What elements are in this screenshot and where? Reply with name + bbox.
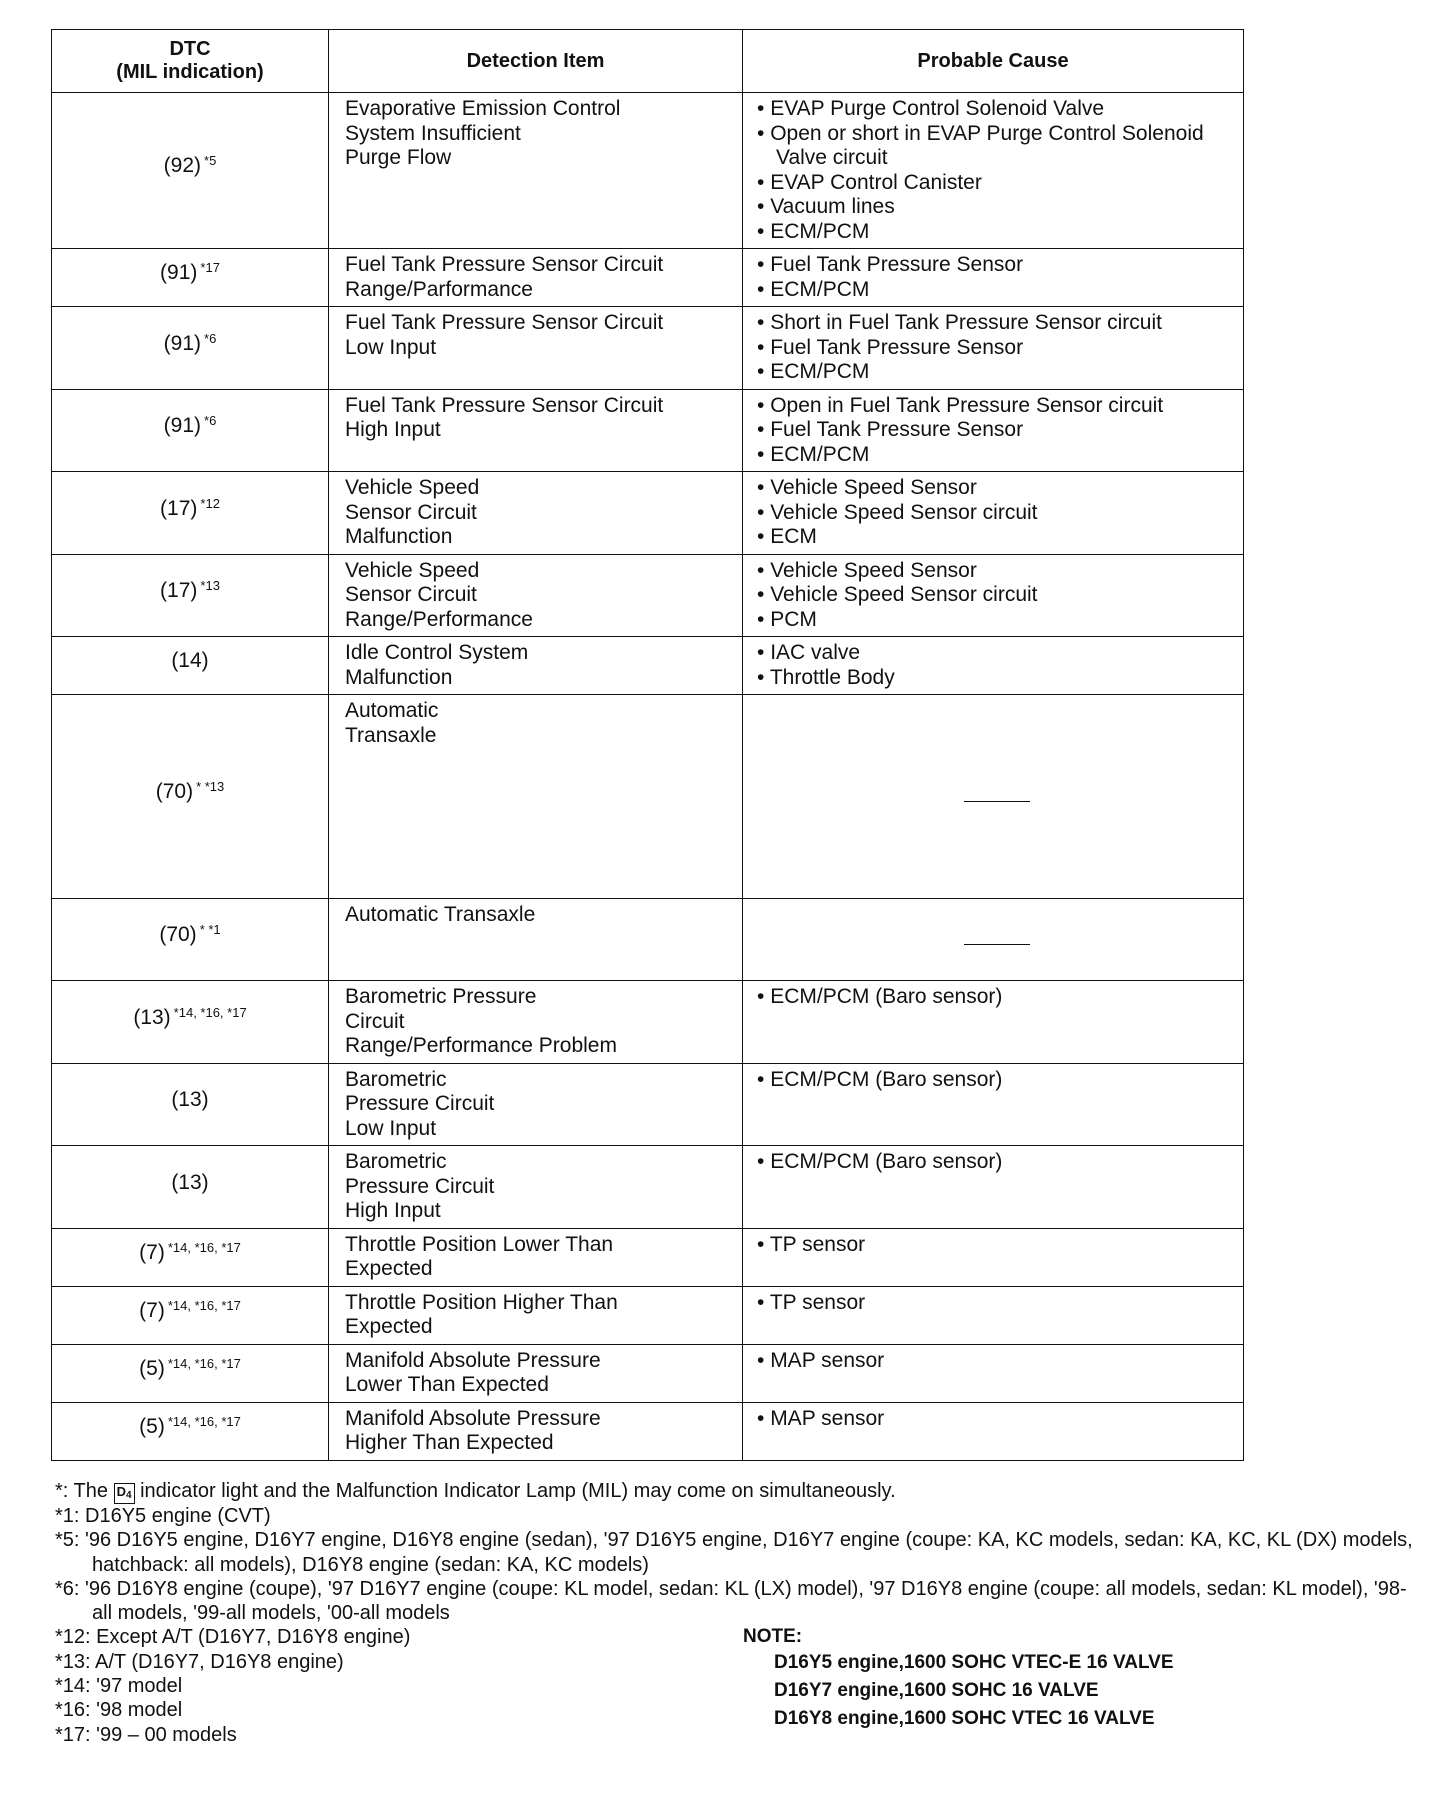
footnote-item: *12: Except A/T (D16Y7, D16Y8 engine) [55,1626,411,1649]
detection-item-text: Fuel Tank Pressure Sensor Circuit High Input [345,393,664,441]
table-row [52,472,1244,555]
detection-item-cell [329,93,743,249]
detection-item-text: Automatic Transaxle [345,699,439,747]
probable-cause-text: EVAP Control Canister [770,170,982,194]
dtc-code: (5) [139,1356,165,1380]
probable-cause-item [757,583,1237,608]
dtc-cell [52,389,329,472]
probable-cause-text: ECM/PCM (Baro sensor) [770,1067,1003,1091]
probable-cause-text: MAP sensor [770,1406,885,1430]
table-row [52,554,1244,637]
dtc-code: (91) [163,331,202,355]
empty-cause-dash [964,801,1030,802]
table-body [52,93,1244,1461]
footnote-item: *14: '97 model [55,1675,183,1698]
probable-cause-item [757,476,1237,501]
probable-cause-item [757,171,1237,196]
header-dtc [52,30,329,93]
detection-item-text: Barometric Pressure Circuit Low Input [345,1067,495,1140]
bullet-icon: • [757,253,771,276]
probable-cause-item [757,336,1237,361]
dtc-footnote-ref: *14, *16, *17 [167,1355,241,1371]
header-detection-item: Detection Item [329,30,743,93]
dtc-code: (91) [160,261,198,285]
dtc-code: (70) [159,923,197,947]
detection-item-text: Fuel Tank Pressure Sensor Circuit Range/Parformance [345,253,664,301]
probable-cause-text: MAP sensor [770,1348,885,1372]
table-row [52,1286,1244,1344]
table-row [52,1063,1244,1146]
probable-cause-item [757,443,1237,468]
probable-cause-text: TP sensor [769,1232,866,1256]
probable-cause-text: Fuel Tank Pressure Sensor [770,418,1024,441]
probable-cause-item [757,1068,1237,1093]
probable-cause-cell [743,637,1244,695]
probable-cause-item [757,360,1237,385]
probable-cause-list [757,1150,1237,1175]
bullet-icon: • [757,1348,771,1372]
table-row [52,389,1244,472]
detection-item-cell [329,1228,743,1286]
probable-cause-item [757,559,1237,584]
probable-cause-cell [743,249,1244,307]
dtc-cell [52,472,329,555]
probable-cause-cell [743,981,1244,1064]
probable-cause-text: Vehicle Speed Sensor [770,476,977,499]
probable-cause-text: Vehicle Speed Sensor circuit [770,500,1038,524]
probable-cause-text: ECM/PCM (Baro sensor) [770,1150,1003,1173]
probable-cause-list [757,559,1237,633]
table-row [52,695,1244,899]
bullet-icon: • [757,1067,771,1091]
detection-item-text: Evaporative Emission Control System Insufficient Purge Flow [345,97,621,169]
bullet-icon: • [757,1290,770,1314]
note-line: D16Y7 engine,1600 SOHC 16 VALVE [774,1680,1099,1701]
detection-item-cell [329,389,743,472]
dtc-code: (17) [160,579,198,602]
dtc-code: (13) [171,1170,209,1194]
footnote-item: *1: D16Y5 engine (CVT) [55,1505,271,1527]
table-row [52,899,1244,981]
probable-cause-cell [743,1344,1244,1402]
table-row [52,1402,1244,1460]
d4-indicator-icon: $D_4$ [114,1483,135,1504]
probable-cause-item [757,525,1237,550]
bullet-icon: • [757,393,771,417]
table-row [52,93,1244,249]
dtc-cell [52,1146,329,1229]
probable-cause-cell [743,695,1244,899]
detection-item-cell [329,695,743,899]
header-probable-cause: Probable Cause [743,30,1244,93]
probable-cause-cell [743,389,1244,472]
dtc-footnote-ref: *13 [200,578,220,593]
bullet-icon: • [757,97,771,120]
dtc-code: (14) [171,649,209,673]
table-row [52,1146,1244,1229]
table-row [52,307,1244,390]
header-dtc-line2: (MIL indication) [116,61,264,83]
header-dtc-line1: DTC [169,38,211,60]
dtc-code: (5) [139,1414,165,1438]
detection-item-text: Manifold Absolute Pressure Higher Than Expected [345,1406,601,1454]
dtc-code: (92) [163,154,202,178]
table-row [52,981,1244,1064]
probable-cause-list [757,1349,1237,1374]
detection-item-text: Manifold Absolute Pressure Lower Than Expected [345,1348,601,1396]
dtc-footnote-ref: * *1 [199,922,221,938]
probable-cause-text: IAC valve [770,641,861,664]
bullet-icon: • [757,121,771,145]
dtc-footnote-ref: *5 [204,153,217,169]
probable-cause-list [757,253,1237,302]
probable-cause-text: Fuel Tank Pressure Sensor [770,335,1024,359]
dtc-cell [52,637,329,695]
probable-cause-item [757,608,1237,633]
table-row [52,249,1244,307]
empty-cause-dash [964,944,1030,945]
probable-cause-list [757,394,1237,468]
note-line: D16Y8 engine,1600 SOHC VTEC 16 VALVE [774,1708,1155,1729]
dtc-cell [52,899,329,981]
dtc-code: (70) [155,780,194,804]
probable-cause-cell [743,554,1244,637]
detection-item-text: Throttle Position Higher Than Expected [345,1290,618,1338]
dtc-cell [52,307,329,390]
probable-cause-item [757,501,1237,526]
detection-item-cell [329,1063,743,1146]
probable-cause-text: Vehicle Speed Sensor circuit [770,583,1038,606]
bullet-icon: • [757,442,771,466]
dtc-cell [52,1286,329,1344]
bullet-icon: • [757,360,771,383]
bullet-icon: • [757,985,771,1008]
footnote-item: *16: '98 model [55,1699,183,1722]
probable-cause-list [757,985,1237,1010]
detection-item-cell [329,637,743,695]
dtc-cell [52,249,329,307]
probable-cause-cell [743,899,1244,981]
dtc-cell [52,1228,329,1286]
dtc-footnote-ref: *6 [204,330,217,346]
probable-cause-text: Vehicle Speed Sensor [770,558,977,582]
probable-cause-text: Throttle Body [769,665,895,689]
dtc-footnote-ref: *14, *16, *17 [173,1004,247,1020]
probable-cause-list [757,476,1237,550]
dtc-cell [52,695,329,899]
detection-item-cell [329,249,743,307]
dtc-code: (17) [160,496,198,520]
bullet-icon: • [757,219,771,243]
probable-cause-item [757,122,1237,171]
probable-cause-item [757,1349,1237,1374]
probable-cause-text: Open or short in EVAP Purge Control Solenoid Valve circuit [770,121,1204,169]
detection-item-cell [329,899,743,981]
bullet-icon: • [757,583,771,606]
detection-item-text: Barometric Pressure Circuit Range/Performance Problem [345,985,617,1057]
probable-cause-item [757,1233,1237,1258]
detection-item-cell [329,554,743,637]
probable-cause-item [757,253,1237,278]
dtc-footnote-ref: *14, *16, *17 [167,1297,241,1313]
probable-cause-cell [743,1402,1244,1460]
bullet-icon: • [757,476,771,499]
bullet-icon: • [757,500,771,524]
probable-cause-item [757,1407,1237,1432]
probable-cause-text: TP sensor [769,1290,866,1314]
probable-cause-item [757,311,1237,336]
dtc-footnote-ref: *14, *16, *17 [167,1413,241,1429]
dtc-code: (7) [139,1298,165,1322]
probable-cause-text: Short in Fuel Tank Pressure Sensor circuit [770,311,1162,334]
dtc-table [51,29,1244,1461]
probable-cause-text: ECM/PCM [770,277,870,301]
probable-cause-text: Open in Fuel Tank Pressure Sensor circuit [770,393,1164,417]
dtc-code: (91) [163,414,202,437]
bullet-icon: • [757,170,771,194]
dtc-code: (7) [139,1240,165,1264]
probable-cause-item [757,418,1237,443]
bullet-icon: • [757,665,770,689]
bullet-icon: • [757,1150,771,1173]
probable-cause-list [757,1233,1237,1258]
detection-item-cell [329,307,743,390]
probable-cause-cell [743,1063,1244,1146]
probable-cause-list [757,641,1237,690]
bullet-icon: • [757,418,771,441]
probable-cause-item [757,641,1237,666]
bullet-icon: • [757,558,771,582]
probable-cause-item [757,195,1237,220]
footnote-star-prefix: *: The [55,1480,114,1502]
detection-item-cell [329,981,743,1064]
detection-item-text: Vehicle Speed Sensor Circuit Malfunction [345,476,480,548]
probable-cause-item [757,1291,1237,1316]
probable-cause-cell [743,1286,1244,1344]
probable-cause-list [757,311,1237,385]
footnote-item: *5: '96 D16Y5 engine, D16Y7 engine, D16Y8 engine (sedan), '97 D16Y5 engine, D16Y7 engine (coupe: KA, KC models, sedan: KA, KC, KL (DX) models, hatchback: all models), D16Y8 engine (sedan: KA, KC models) [55,1529,1413,1576]
detection-item-text: Idle Control System Malfunction [345,641,529,689]
engine-note [743,1625,1303,1733]
probable-cause-text: EVAP Purge Control Solenoid Valve [770,97,1105,120]
probable-cause-item [757,985,1237,1010]
dtc-footnote-ref: *6 [204,413,217,428]
footnote-star-suffix: indicator light and the Malfunction Indicator Lamp (MIL) may come on simultaneously. [134,1480,896,1502]
probable-cause-item [757,97,1237,122]
dtc-cell [52,981,329,1064]
probable-cause-text: PCM [770,607,817,631]
detection-item-cell [329,1402,743,1460]
detection-item-cell [329,472,743,555]
dtc-cell [52,1063,329,1146]
table-row [52,637,1244,695]
table-header-row [52,30,1244,93]
bullet-icon: • [757,195,771,218]
note-title: NOTE: [743,1626,803,1647]
probable-cause-cell [743,472,1244,555]
detection-item-cell [329,1286,743,1344]
dtc-footnote-ref: *17 [200,260,220,276]
dtc-cell [52,1402,329,1460]
bullet-icon: • [757,277,771,301]
detection-item-text: Vehicle Speed Sensor Circuit Range/Performance [345,558,533,631]
probable-cause-list [757,1068,1237,1093]
dtc-footnote-ref: *12 [200,495,220,511]
dtc-code: (13) [133,1005,171,1029]
detection-item-text: Throttle Position Lower Than Expected [345,1232,614,1280]
detection-item-text: Barometric Pressure Circuit High Input [345,1150,495,1222]
probable-cause-cell [743,1146,1244,1229]
bullet-icon: • [757,335,771,359]
probable-cause-cell [743,1228,1244,1286]
dtc-code: (13) [171,1088,209,1111]
detection-item-cell [329,1344,743,1402]
probable-cause-list [757,1407,1237,1432]
probable-cause-cell [743,93,1244,249]
dtc-cell [52,1344,329,1402]
footnote-item: *17: '99 – 00 models [55,1723,237,1746]
probable-cause-list [757,1291,1237,1316]
footnote-star [55,1479,1420,1504]
dtc-cell [52,554,329,637]
footnote-item: *6: '96 D16Y8 engine (coupe), '97 D16Y7 engine (coupe: KL model, sedan: KL (LX) model), '97 D16Y8 engine (coupe: all models, sedan: KL model), '98-all models, '99-all models, '00-all models [55,1577,1407,1625]
probable-cause-text: Fuel Tank Pressure Sensor [770,253,1024,276]
dtc-cell [52,93,329,249]
probable-cause-text: ECM [770,525,817,548]
probable-cause-text: ECM/PCM (Baro sensor) [770,985,1003,1008]
probable-cause-item [757,1150,1237,1175]
table-row [52,1344,1244,1402]
detection-item-cell [329,1146,743,1229]
probable-cause-list [757,97,1237,244]
probable-cause-item [757,394,1237,419]
probable-cause-text: ECM/PCM [770,219,870,243]
probable-cause-item [757,220,1237,245]
detection-item-text: Automatic Transaxle [345,903,536,926]
note-line: D16Y5 engine,1600 SOHC VTEC-E 16 VALVE [774,1652,1174,1673]
detection-item-text: Fuel Tank Pressure Sensor Circuit Low Input [345,311,664,359]
bullet-icon: • [757,311,771,334]
probable-cause-cell [743,307,1244,390]
probable-cause-text: Vacuum lines [770,195,895,218]
bullet-icon: • [757,1232,770,1256]
bullet-icon: • [757,607,771,631]
dtc-footnote-ref: * *13 [196,779,225,795]
probable-cause-item [757,666,1237,691]
dtc-footnote-ref: *14, *16, *17 [167,1239,241,1255]
bullet-icon: • [757,641,771,664]
bullet-icon: • [757,525,771,548]
probable-cause-text: ECM/PCM [770,360,870,383]
footnote-item: *13: A/T (D16Y7, D16Y8 engine) [55,1650,344,1673]
table-row [52,1228,1244,1286]
bullet-icon: • [757,1406,771,1430]
probable-cause-item [757,278,1237,303]
probable-cause-text: ECM/PCM [770,442,870,466]
